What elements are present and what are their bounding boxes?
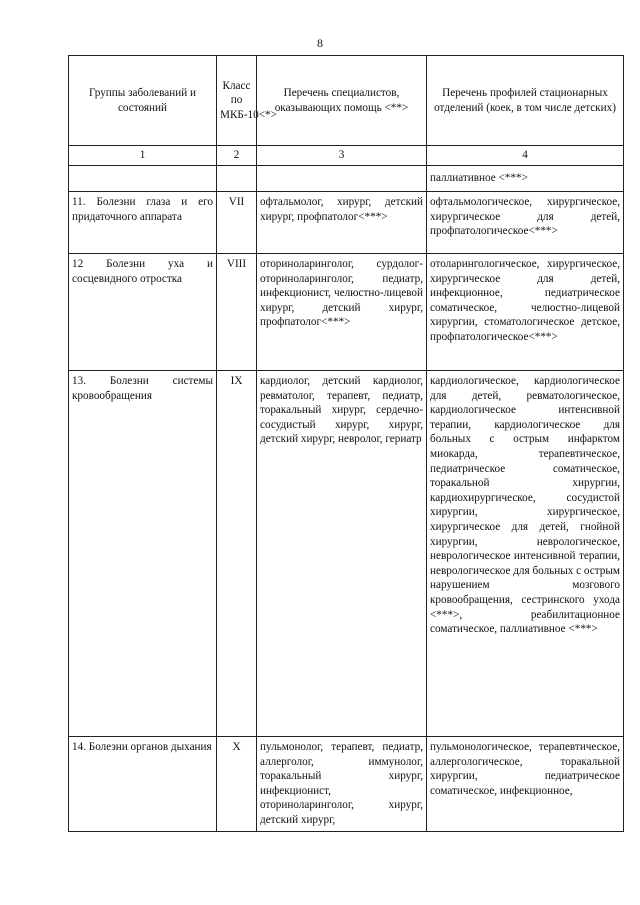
header-specialists: Перечень специалистов, оказывающих помощь <**>: [257, 56, 427, 146]
specialists-cell: оториноларинголог, сурдолог-оториноларинголог, педиатр, инфекционист, челюстно-лицевой хирург, детский хирург, профпатолог<***>: [257, 254, 427, 371]
profiles-cell: отоларингологическое, хирургическое, хирургическое для детей, инфекционное, педиатрическое соматическое, челюстно-лицевой хирургии, стоматологическое детское, профпатологическое<***>: [427, 254, 624, 371]
table-row: [69, 192, 624, 254]
group-cell: 11. Болезни глаза и его придаточного аппарата: [69, 192, 217, 254]
header-class: Класс по МКБ-10<*>: [217, 56, 257, 146]
continuation-profiles: паллиативное <***>: [427, 166, 624, 192]
page-number: 8: [317, 36, 323, 50]
header-row: [69, 56, 624, 146]
care-profile-table: [68, 55, 624, 832]
specialists-cell: кардиолог, детский кардиолог, ревматолог, терапевт, педиатр, торакальный хирург, сердечно-сосудистый хирург, хирург, детский хирург, невролог, гериатр: [257, 371, 427, 737]
continuation-row: [69, 166, 624, 192]
profiles-cell: пульмонологическое, терапевтическое, аллергологическое, торакальной хирургии, педиатрическое соматическое, инфекционное,: [427, 737, 624, 832]
table-row: [69, 254, 624, 371]
table-row: [69, 371, 624, 737]
profiles-cell: кардиологическое, кардиологическое для детей, ревматологическое, кардиологическое интенсивной терапии, кардиологическое для больных с острым инфарктом миокарда, терапевтическое, педиатрическое соматическое, торакальной хирургии, кардиохирургическое, сосудистой хирургии, хирургическое, хирургическое для детей, гнойной хирургии, неврологическое, неврологическое интенсивной терапии, неврологическое для больных с острым нарушением мозгового кровообращения, сестринского ухода <***>, реабилитационное соматическое, паллиативное <***>: [427, 371, 624, 737]
column-number: 3: [257, 146, 427, 166]
column-number-row: [69, 146, 624, 166]
group-cell: 12 Болезни уха и сосцевидного отростка: [69, 254, 217, 371]
class-cell: X: [217, 737, 257, 832]
column-number: 1: [69, 146, 217, 166]
header-groups: Группы заболеваний и состояний: [69, 56, 217, 146]
class-cell: VIII: [217, 254, 257, 371]
profiles-cell: офтальмологическое, хирургическое, хирургическое для детей, профпатологическое<***>: [427, 192, 624, 254]
empty-cell: [69, 166, 217, 192]
header-profiles: Перечень профилей стационарных отделений (коек, в том числе детских): [427, 56, 624, 146]
empty-cell: [257, 166, 427, 192]
group-cell: 13. Болезни системы кровообращения: [69, 371, 217, 737]
class-cell: IX: [217, 371, 257, 737]
class-cell: VII: [217, 192, 257, 254]
specialists-cell: офтальмолог, хирург, детский хирург, профпатолог<***>: [257, 192, 427, 254]
column-number: 2: [217, 146, 257, 166]
table-row: [69, 737, 624, 832]
group-cell: 14. Болезни органов дыхания: [69, 737, 217, 832]
column-number: 4: [427, 146, 624, 166]
specialists-cell: пульмонолог, терапевт, педиатр, аллерголог, иммунолог, торакальный хирург, инфекционист, оториноларинголог, хирург, детский хирург,: [257, 737, 427, 832]
empty-cell: [217, 166, 257, 192]
